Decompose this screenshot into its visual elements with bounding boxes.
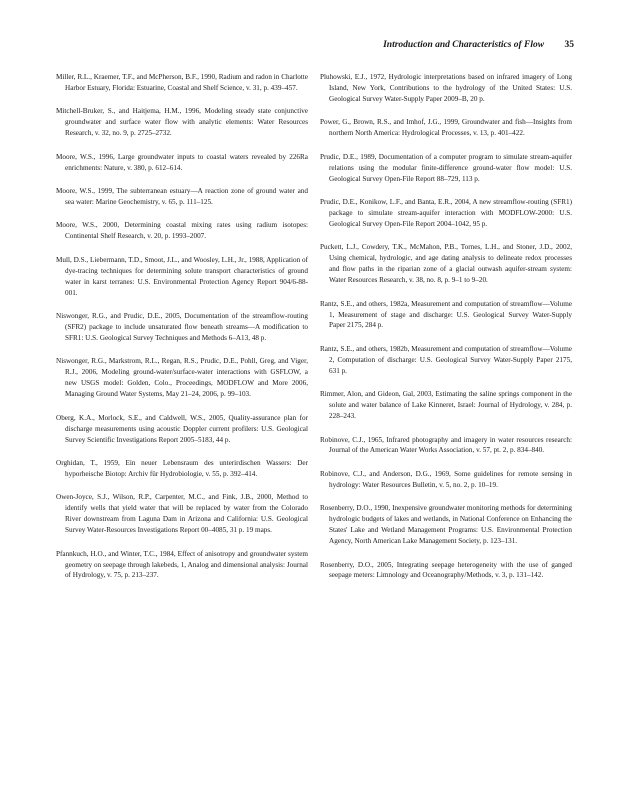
reference-entry: Pluhowski, E.J., 1972, Hydrologic interpretations based on infrared imagery of Long Island, New York, Contributions to the hydrology of the United States: U.S. Geological Survey Water-Supply Paper 2009–B, 20 p. — [320, 73, 572, 103]
reference-entry: Mull, D.S., Liebermann, T.D., Smoot, J.L., and Woosley, L.H., Jr., 1988, Application of dye-tracing techniques for determining solute transport characteristics of ground water in karst terranes: U.S. Environmental Protection Agency Report 904/6-88-001. — [56, 255, 308, 297]
reference-entry: Niswonger, R.G., Markstrom, R.L., Regan, R.S., Prudic, D.E., Pohll, Greg, and Viger, R.J., 2006, Modeling ground-water/surface-water interactions with GSFLOW, a new USGS model: Golden, Colo., Proceedings, MODFLOW and More 2006, Managing Ground Water Systems, May 21–24, 2006, p. 99–103. — [56, 357, 308, 399]
reference-entry: Prudic, D.E., 1989, Documentation of a computer program to simulate stream-aquifer relations using the modular finite-difference ground-water flow model: U.S. Geological Survey Open-File Report 88–729, 113 p. — [320, 152, 572, 183]
reference-entry: Rosenberry, D.O., 1990, Inexpensive groundwater monitoring methods for determining hydrologic budgets of lakes and wetlands, in National Conference on Enhancing the States' Lake and Wetland Management Programs: U.S. Environmental Protection Agency, North American Lake Management Society, p. 123–131. — [320, 504, 572, 546]
reference-entry: Rantz, S.E., and others, 1982a, Measurement and computation of streamflow—Volume 1, Measurement of stage and discharge: U.S. Geological Survey Water-Supply Paper 2175, 284 p. — [320, 299, 572, 330]
page-number: 35 — [564, 40, 574, 50]
reference-entry: Orghidan, T., 1959, Ein neuer Lebensraum des unterirdischen Wassers: Der hyporheische Biotop: Archiv für Hydrobiologie, v. 55, p. 392–414. — [56, 458, 308, 478]
running-header — [56, 40, 574, 50]
header-title: Introduction and Characteristics of Flow — [383, 40, 545, 50]
reference-entry: Rantz, S.E., and others, 1982b, Measurement and computation of streamflow—Volume 2, Computation of discharge: U.S. Geological Survey Water-Supply Paper 2175, 631 p. — [320, 344, 572, 375]
reference-entry: Oberg, K.A., Morlock, S.E., and Caldwell, W.S., 2005, Quality-assurance plan for discharge measurements using acoustic Doppler current profilers: U.S. Geological Survey Scientific Investigations Report 2005–5183, 44 p. — [56, 413, 308, 444]
reference-entry: Rosenberry, D.O., 2005, Integrating seepage heterogeneity with the use of ganged seepage meters: Limnology and Oceanography/Methods, v. 3, p. 131–142. — [320, 560, 572, 580]
reference-entry: Niswonger, R.G., and Prudic, D.E., 2005, Documentation of the streamflow-routing (SFR2) package to include unsaturated flow beneath streams—A modification to SFR1: U.S. Geological Survey Techniques and Methods 6–A13, 48 p. — [56, 312, 308, 342]
reference-entry: Robinove, C.J., and Anderson, D.G., 1969, Some guidelines for remote sensing in hydrology: Water Resources Bulletin, v. 5, no. 2, p. 10–19. — [320, 469, 572, 489]
reference-entry: Puckett, L.J., Cowdery, T.K., McMahon, P.B., Tornes, L.H., and Stoner, J.D., 2002, Using chemical, hydrologic, and age dating analysis to delineate redox processes and flow paths in the riparian zone of a glacial outwash aquifer-stream system: Water Resources Research, v. 38, no. 8, p. 9–1 to 9–20. — [320, 243, 572, 285]
reference-entry: Owen-Joyce, S.J., Wilson, R.P., Carpenter, M.C., and Fink, J.B., 2000, Method to identify wells that yield water that will be replaced by water from the Colorado River downstream from Laguna Dam in Arizona and California: U.S. Geological Survey Water-Resources Investigations Report 00–4085, 31 p. 19 maps. — [56, 493, 308, 535]
reference-entry: Miller, R.L., Kraemer, T.F., and McPherson, B.F., 1990, Radium and radon in Charlotte Harbor Estuary, Florida: Estuarine, Coastal and Shelf Science, v. 31, p. 439–457. — [56, 73, 308, 92]
reference-entry: Mitchell-Bruker, S., and Haitjema, H.M., 1996, Modeling steady state conjunctive groundwater and surface water flow with analytic elements: Water Resources Research, v. 32, no. 9, p. 2725–2732. — [56, 107, 308, 138]
reference-entry: Power, G., Brown, R.S., and Imhof, J.G., 1999, Groundwater and fish—Insights from northern North America: Hydrological Processes, v. 13, p. 401–422. — [320, 118, 572, 138]
reference-entry: Moore, W.S., 1996, Large groundwater inputs to coastal waters revealed by 226Ra enrichments: Nature, v. 380, p. 612–614. — [56, 152, 308, 172]
reference-entry: Pfannkuch, H.O., and Winter, T.C., 1984, Effect of anisotropy and groundwater system geometry on seepage through lakebeds, 1, Analog and dimensional analysis: Journal of Hydrology, v. 75, p. 213–237. — [56, 549, 308, 580]
reference-entry: Robinove, C.J., 1965, Infrared photography and imagery in water resources research: Journal of the American Water Works Association, v. 57, pt. 2, p. 834–840. — [320, 435, 572, 455]
reference-entry: Rimmer, Alon, and Gideon, Gal, 2003, Estimating the saline springs component in the solute and water balance of Lake Kinneret, Israel: Journal of Hydrology, v. 284, p. 228–243. — [320, 390, 572, 421]
reference-entry: Prudic, D.E., Konikow, L.F., and Banta, E.R., 2004, A new streamflow-routing (SFR1) package to simulate stream-aquifer interaction with MODFLOW-2000: U.S. Geological Survey Open-File Report 2004–1042, 95 p. — [320, 198, 572, 228]
reference-entry: Moore, W.S., 2000, Determining coastal mixing rates using radium isotopes: Continental Shelf Research, v. 20, p. 1993–2007. — [56, 221, 308, 241]
right-column — [320, 72, 572, 594]
reference-entry: Moore, W.S., 1999, The subterranean estuary—A reaction zone of ground water and sea water: Marine Geochemistry, v. 65, p. 111–125. — [56, 187, 308, 206]
left-column — [56, 72, 308, 594]
